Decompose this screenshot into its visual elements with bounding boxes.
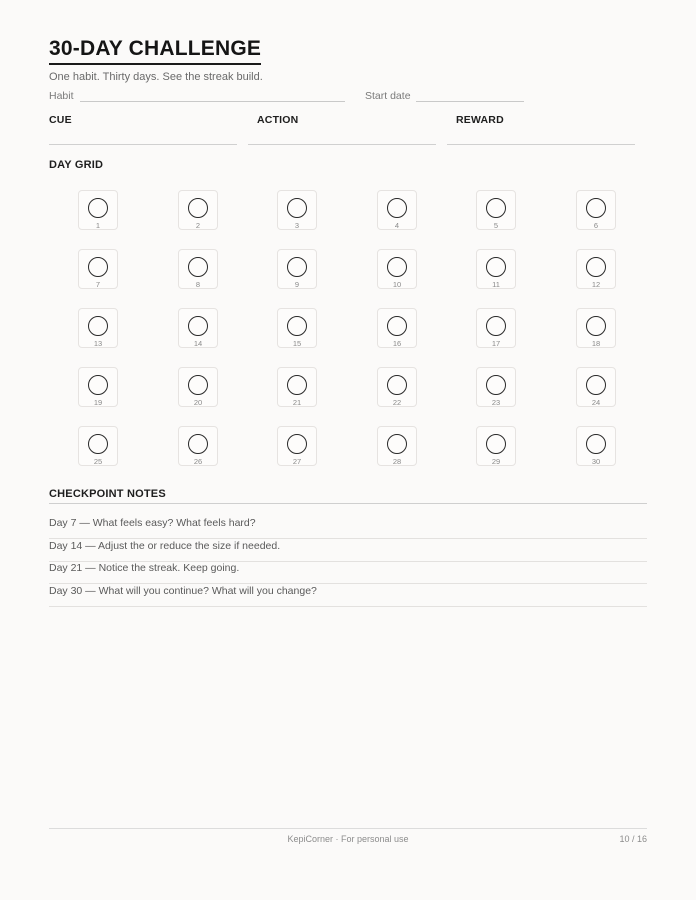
day-number: 16 — [392, 339, 402, 348]
day-number: 28 — [392, 457, 402, 466]
day-cell[interactable] — [377, 190, 417, 230]
day-number: 20 — [193, 398, 203, 407]
day-checkbox-circle[interactable] — [188, 198, 208, 218]
day-cell[interactable] — [576, 367, 616, 407]
day-number: 21 — [292, 398, 302, 407]
day-number: 2 — [195, 221, 201, 230]
day-checkbox-circle[interactable] — [387, 257, 407, 277]
day-cell[interactable] — [377, 249, 417, 289]
day-cell[interactable] — [476, 190, 516, 230]
day-number: 17 — [491, 339, 501, 348]
day-number: 4 — [394, 221, 400, 230]
day-cell[interactable] — [476, 249, 516, 289]
day-number: 5 — [493, 221, 499, 230]
day-number: 10 — [392, 280, 402, 289]
day-cell[interactable] — [377, 367, 417, 407]
day-checkbox-circle[interactable] — [387, 375, 407, 395]
page-subtitle: One habit. Thirty days. See the streak build. — [49, 71, 263, 83]
day-cell[interactable] — [277, 308, 317, 348]
day-number: 27 — [292, 457, 302, 466]
day-cell[interactable] — [576, 308, 616, 348]
day-checkbox-circle[interactable] — [486, 257, 506, 277]
day-number: 30 — [591, 457, 601, 466]
day-cell[interactable] — [78, 367, 118, 407]
checkpoint-notes-rule — [49, 503, 647, 504]
day-number: 26 — [193, 457, 203, 466]
day-checkbox-circle[interactable] — [188, 257, 208, 277]
day-checkbox-circle[interactable] — [387, 434, 407, 454]
day-number: 24 — [591, 398, 601, 407]
day-cell[interactable] — [78, 190, 118, 230]
day-checkbox-circle[interactable] — [188, 375, 208, 395]
checkpoint-notes-heading: CHECKPOINT NOTES — [49, 488, 166, 500]
day-cell[interactable] — [178, 190, 218, 230]
day-checkbox-circle[interactable] — [387, 198, 407, 218]
day-checkbox-circle[interactable] — [88, 434, 108, 454]
checkpoint-note-text: Day 21 — Notice the streak. Keep going. — [49, 562, 240, 574]
day-cell[interactable] — [78, 249, 118, 289]
habit-input-line[interactable] — [80, 101, 345, 102]
day-cell[interactable] — [377, 426, 417, 466]
day-checkbox-circle[interactable] — [486, 434, 506, 454]
checkpoint-note-text: Day 7 — What feels easy? What feels hard? — [49, 517, 256, 529]
page-title: 30-DAY CHALLENGE — [49, 37, 261, 65]
start-date-label: Start date — [365, 90, 411, 102]
cue-heading: CUE — [49, 114, 72, 126]
day-number: 3 — [294, 221, 300, 230]
day-cell[interactable] — [576, 249, 616, 289]
day-cell[interactable] — [576, 426, 616, 466]
day-number: 25 — [93, 457, 103, 466]
day-cell[interactable] — [178, 249, 218, 289]
day-cell[interactable] — [277, 367, 317, 407]
page-number: 10 / 16 — [619, 834, 647, 844]
day-number: 13 — [93, 339, 103, 348]
habit-label: Habit — [49, 90, 74, 102]
footer-rule — [49, 828, 647, 829]
day-grid-heading: DAY GRID — [49, 159, 104, 171]
day-checkbox-circle[interactable] — [486, 375, 506, 395]
day-checkbox-circle[interactable] — [188, 316, 208, 336]
day-checkbox-circle[interactable] — [88, 375, 108, 395]
day-checkbox-circle[interactable] — [486, 316, 506, 336]
checkpoint-note[interactable] — [49, 516, 647, 539]
footer-brand: KepiCorner · For personal use — [287, 834, 409, 844]
day-cell[interactable] — [277, 426, 317, 466]
action-heading: ACTION — [257, 114, 299, 126]
day-checkbox-circle[interactable] — [88, 198, 108, 218]
day-cell[interactable] — [476, 367, 516, 407]
info-fields — [49, 90, 647, 104]
day-checkbox-circle[interactable] — [486, 198, 506, 218]
checkpoint-note[interactable] — [49, 561, 647, 584]
day-number: 14 — [193, 339, 203, 348]
day-checkbox-circle[interactable] — [586, 375, 606, 395]
day-checkbox-circle[interactable] — [586, 257, 606, 277]
start-date-input-line[interactable] — [416, 101, 524, 102]
checkpoint-note[interactable] — [49, 584, 647, 607]
day-checkbox-circle[interactable] — [88, 257, 108, 277]
day-number: 23 — [491, 398, 501, 407]
checkpoint-note[interactable] — [49, 539, 647, 562]
day-number: 7 — [95, 280, 101, 289]
reward-heading: REWARD — [456, 114, 504, 126]
day-cell[interactable] — [78, 308, 118, 348]
cue-input-line[interactable] — [49, 144, 237, 145]
day-checkbox-circle[interactable] — [287, 257, 307, 277]
day-cell[interactable] — [576, 190, 616, 230]
day-cell[interactable] — [476, 308, 516, 348]
day-checkbox-circle[interactable] — [387, 316, 407, 336]
day-cell[interactable] — [178, 426, 218, 466]
day-checkbox-circle[interactable] — [586, 434, 606, 454]
day-number: 8 — [195, 280, 201, 289]
day-number: 1 — [95, 221, 101, 230]
day-number: 18 — [591, 339, 601, 348]
day-number: 6 — [593, 221, 599, 230]
day-checkbox-circle[interactable] — [287, 198, 307, 218]
day-checkbox-circle[interactable] — [88, 316, 108, 336]
day-cell[interactable] — [377, 308, 417, 348]
day-checkbox-circle[interactable] — [287, 434, 307, 454]
checkpoint-note-text: Day 14 — Adjust the or reduce the size if needed. — [49, 540, 281, 552]
day-cell[interactable] — [178, 308, 218, 348]
checkpoint-note-text: Day 30 — What will you continue? What will you change? — [49, 585, 317, 597]
day-cell[interactable] — [277, 190, 317, 230]
day-number: 22 — [392, 398, 402, 407]
action-input-line[interactable] — [248, 144, 436, 145]
day-cell[interactable] — [78, 426, 118, 466]
day-number: 19 — [93, 398, 103, 407]
day-checkbox-circle[interactable] — [586, 316, 606, 336]
day-checkbox-circle[interactable] — [586, 198, 606, 218]
day-number: 9 — [294, 280, 300, 289]
day-number: 12 — [591, 280, 601, 289]
reward-input-line[interactable] — [447, 144, 635, 145]
day-cell[interactable] — [476, 426, 516, 466]
day-checkbox-circle[interactable] — [188, 434, 208, 454]
day-checkbox-circle[interactable] — [287, 375, 307, 395]
day-number: 29 — [491, 457, 501, 466]
day-number: 15 — [292, 339, 302, 348]
day-cell[interactable] — [178, 367, 218, 407]
day-number: 11 — [492, 280, 500, 289]
day-checkbox-circle[interactable] — [287, 316, 307, 336]
day-cell[interactable] — [277, 249, 317, 289]
worksheet-page — [49, 0, 647, 900]
